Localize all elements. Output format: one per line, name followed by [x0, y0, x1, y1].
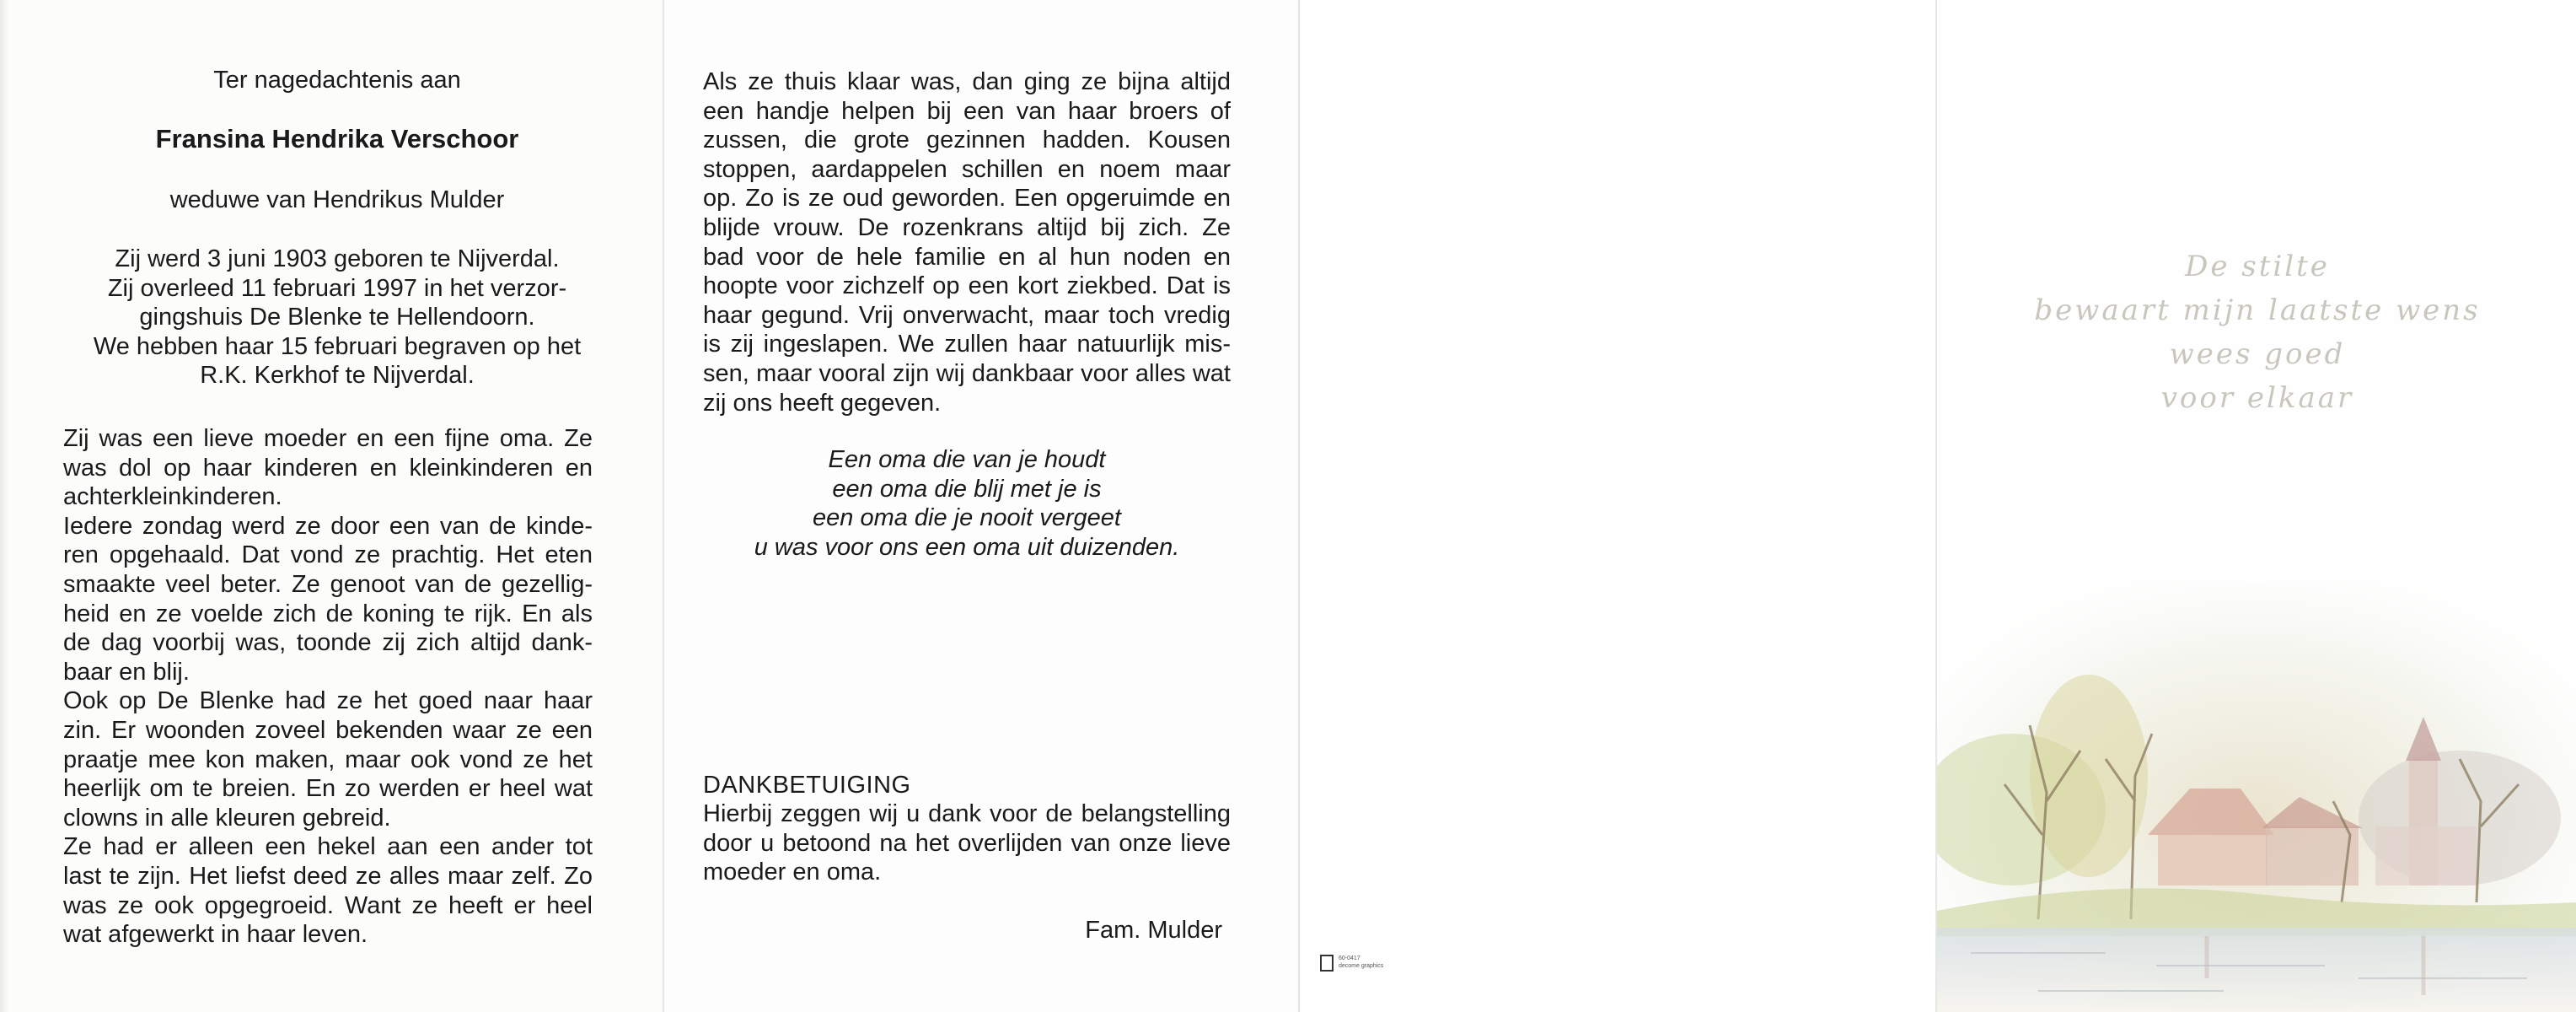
thanks-text: Hierbij zeggen wij u dank voor de belangstelling door u betoond na het overlijden van onze lieve moeder en oma.	[703, 800, 1231, 886]
verse-line: bewaart mijn laatste wens	[2034, 293, 2481, 327]
thanks-heading: DANKBETUIGING	[703, 772, 911, 799]
fold-line	[1935, 0, 1937, 1012]
back-cover	[1298, 0, 1937, 1012]
fold-line	[663, 0, 664, 1012]
poem	[703, 445, 1231, 562]
verse-line: voor elkaar	[2160, 381, 2354, 415]
front-cover	[1937, 0, 2576, 1012]
life-dates	[67, 245, 607, 390]
life-paragraph: Ook op De Blenke had ze het goed naar haar zin. Er woonden zoveel bekenden waar ze een praatje mee kon maken, maar ook vond ze het heerlijk om te breien. En zo werden er heel wat clowns in alle kleuren gebreid.	[63, 687, 593, 832]
date-line: R.K. Kerkhof te Nijverdal.	[200, 362, 475, 390]
poem-line: een oma die blij met je is	[832, 475, 1102, 503]
date-line: We hebben haar 15 februari begraven op het	[93, 332, 582, 360]
date-line: Zij werd 3 juni 1903 geboren te Nijverdal.	[115, 245, 560, 272]
cover-verse	[2030, 245, 2485, 420]
story-paragraph: Als ze thuis klaar was, dan ging ze bijna altijd een handje helpen bij een van haar broers of zussen, die grote gezinnen hadden. Kousen stoppen, aardappelen schillen en noem maar op. Zo is ze oud geworden. Een opgeruimde en blijde vrouw. De rozenkrans altijd bij zich. Ze bad voor de hele familie en al hun noden en hoopte voor zichzelf op een kort ziekbed. Dat is haar gegund. Vrij onverwacht, maar toch vredig is zij ingeslapen. We zullen haar natuurlijk mis-sen, maar vooral zijn wij dankbaar voor alles wat zij ons heeft gegeven.	[703, 68, 1231, 417]
life-paragraph: Iedere zondag werd ze door een van de kinde-ren opgehaald. Dat vond ze prachtig. Het eten smaakte veel beter. Ze genoot van de gezellig-heid en ze voelde zich de koning te rijk. En als de dag voorbij was, toonde zij zich altijd dank-baar en blij.	[63, 512, 593, 686]
card-edge-shadow	[0, 0, 8, 1012]
printer-code: 60-0417	[1339, 955, 1360, 961]
life-paragraph: Zij was een lieve moeder en een fijne oma. Ze was dol op haar kinderen en kleinkinderen en achterkleinkinderen.	[63, 425, 593, 511]
memorial-intro: Ter nagedachtenis aan	[213, 67, 461, 94]
poem-line: u was voor ons een oma uit duizenden.	[754, 533, 1180, 561]
verse-line: wees goed	[2169, 337, 2346, 371]
poem-line: Een oma die van je houdt	[828, 446, 1106, 473]
memorial-left-page	[0, 0, 663, 1012]
printer-logo-icon	[1320, 955, 1334, 972]
life-paragraph: Ze had er alleen een hekel aan een ander tot last te zijn. Het liefst deed ze alles maar zelf. Zo was ze ook opgegroeid. Want ze heeft er heel wat afgewerkt in haar leven.	[63, 833, 593, 949]
verse-line: De stilte	[2185, 250, 2330, 283]
deceased-name: Fransina Hendrika Verschoor	[155, 124, 519, 153]
date-line: Zij overleed 11 februari 1997 in het verzor-	[107, 274, 567, 302]
widow-line: weduwe van Hendrikus Mulder	[169, 186, 505, 213]
life-story	[63, 424, 593, 950]
family-signature: Fam. Mulder	[1085, 917, 1222, 944]
memorial-right-page	[663, 0, 1298, 1012]
watercolor-landscape-illustration	[1937, 582, 2576, 1012]
printer-name: decome graphics	[1339, 963, 1384, 969]
printer-info	[1339, 955, 1383, 970]
poem-line: een oma die je nooit vergeet	[813, 504, 1121, 532]
date-line: gingshuis De Blenke te Hellendoorn.	[139, 304, 535, 331]
